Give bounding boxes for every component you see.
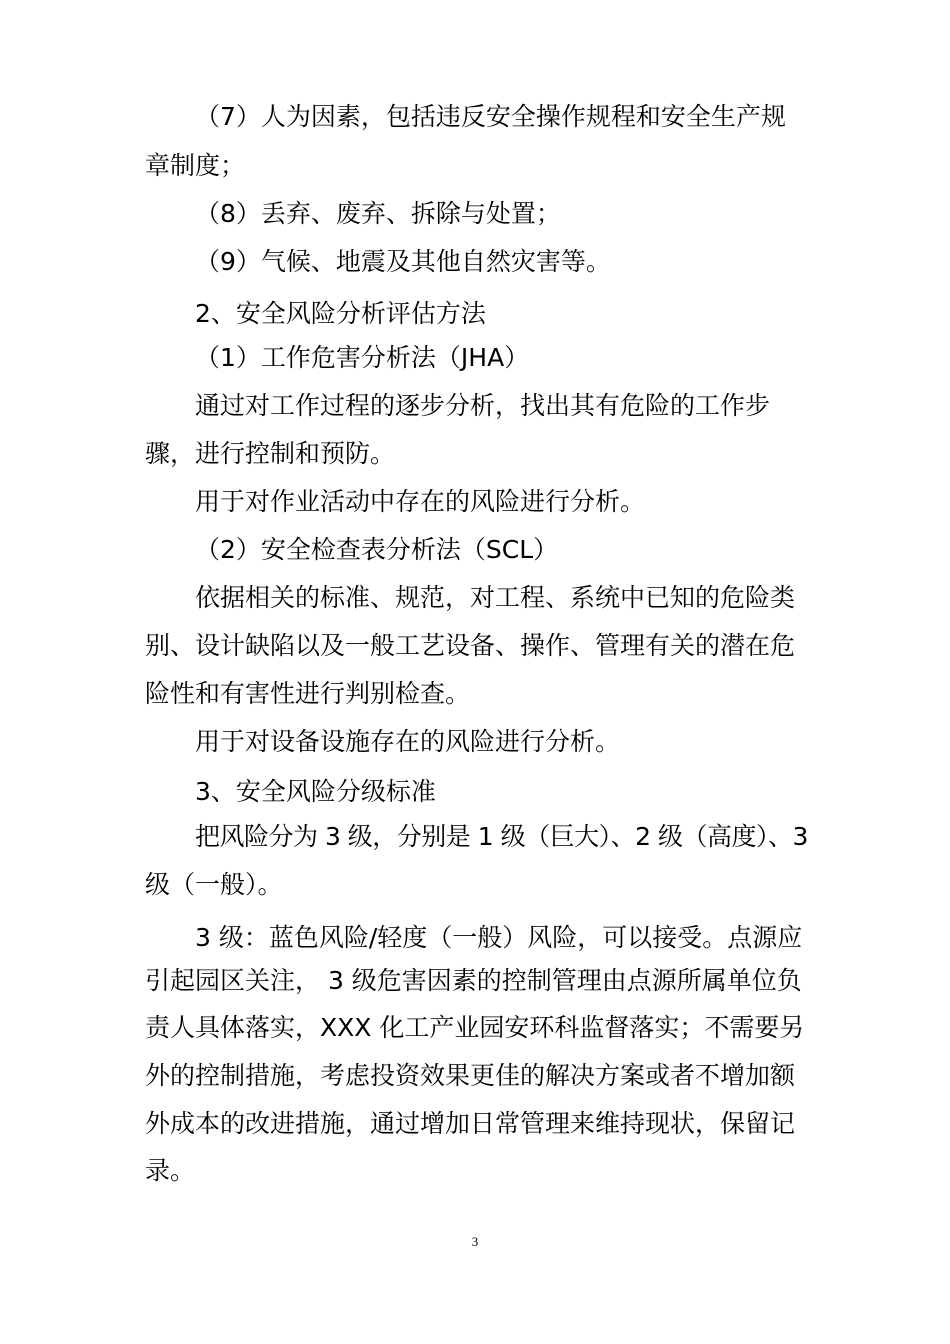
section-heading: 2、安全风险分析评估方法 [195, 299, 486, 328]
text-line: 依据相关的标准、规范，对工程、系统中已知的危险类 [195, 583, 796, 612]
text-line: 引起园区关注， 3 级危害因素的控制管理由点源所属单位负 [145, 966, 802, 995]
text-line: （9）气候、地震及其他自然灾害等。 [195, 247, 611, 276]
text-line: 用于对设备设施存在的风险进行分析。 [195, 727, 621, 756]
text-line: 通过对工作过程的逐步分析，找出其有危险的工作步 [195, 391, 771, 420]
text-line: 骤，进行控制和预防。 [145, 439, 396, 468]
text-line: 章制度； [145, 151, 246, 180]
text-line: （7）人为因素，包括违反安全操作规程和安全生产规 [195, 102, 786, 131]
text-line: 用于对作业活动中存在的风险进行分析。 [195, 487, 646, 516]
text-line: 外成本的改进措施，通过增加日常管理来维持现状，保留记 [145, 1109, 796, 1138]
subsection-heading: （1）工作危害分析法（JHA） [195, 343, 530, 372]
text-line: 险性和有害性进行判别检查。 [145, 679, 471, 708]
subsection-heading: （2）安全检查表分析法（SCL） [195, 535, 559, 564]
text-line: （8）丢弃、废弃、拆除与处置； [195, 199, 561, 228]
text-line: 责人具体落实，XXX 化工产业园安环科监督落实；不需要另 [145, 1013, 805, 1042]
page-number: 3 [471, 1234, 479, 1249]
text-line: 级（一般）。 [145, 870, 283, 899]
section-heading: 3、安全风险分级标准 [195, 777, 436, 806]
text-line: 外的控制措施，考虑投资效果更佳的解决方案或者不增加额 [145, 1061, 796, 1090]
text-line: 把风险分为 3 级，分别是 1 级（巨大）、2 级（高度）、3 [195, 822, 808, 851]
text-line: 3 级：蓝色风险/轻度（一般）风险，可以接受。点源应 [195, 923, 803, 952]
text-line: 录。 [145, 1156, 196, 1185]
text-line: 别、设计缺陷以及一般工艺设备、操作、管理有关的潜在危 [145, 631, 796, 660]
